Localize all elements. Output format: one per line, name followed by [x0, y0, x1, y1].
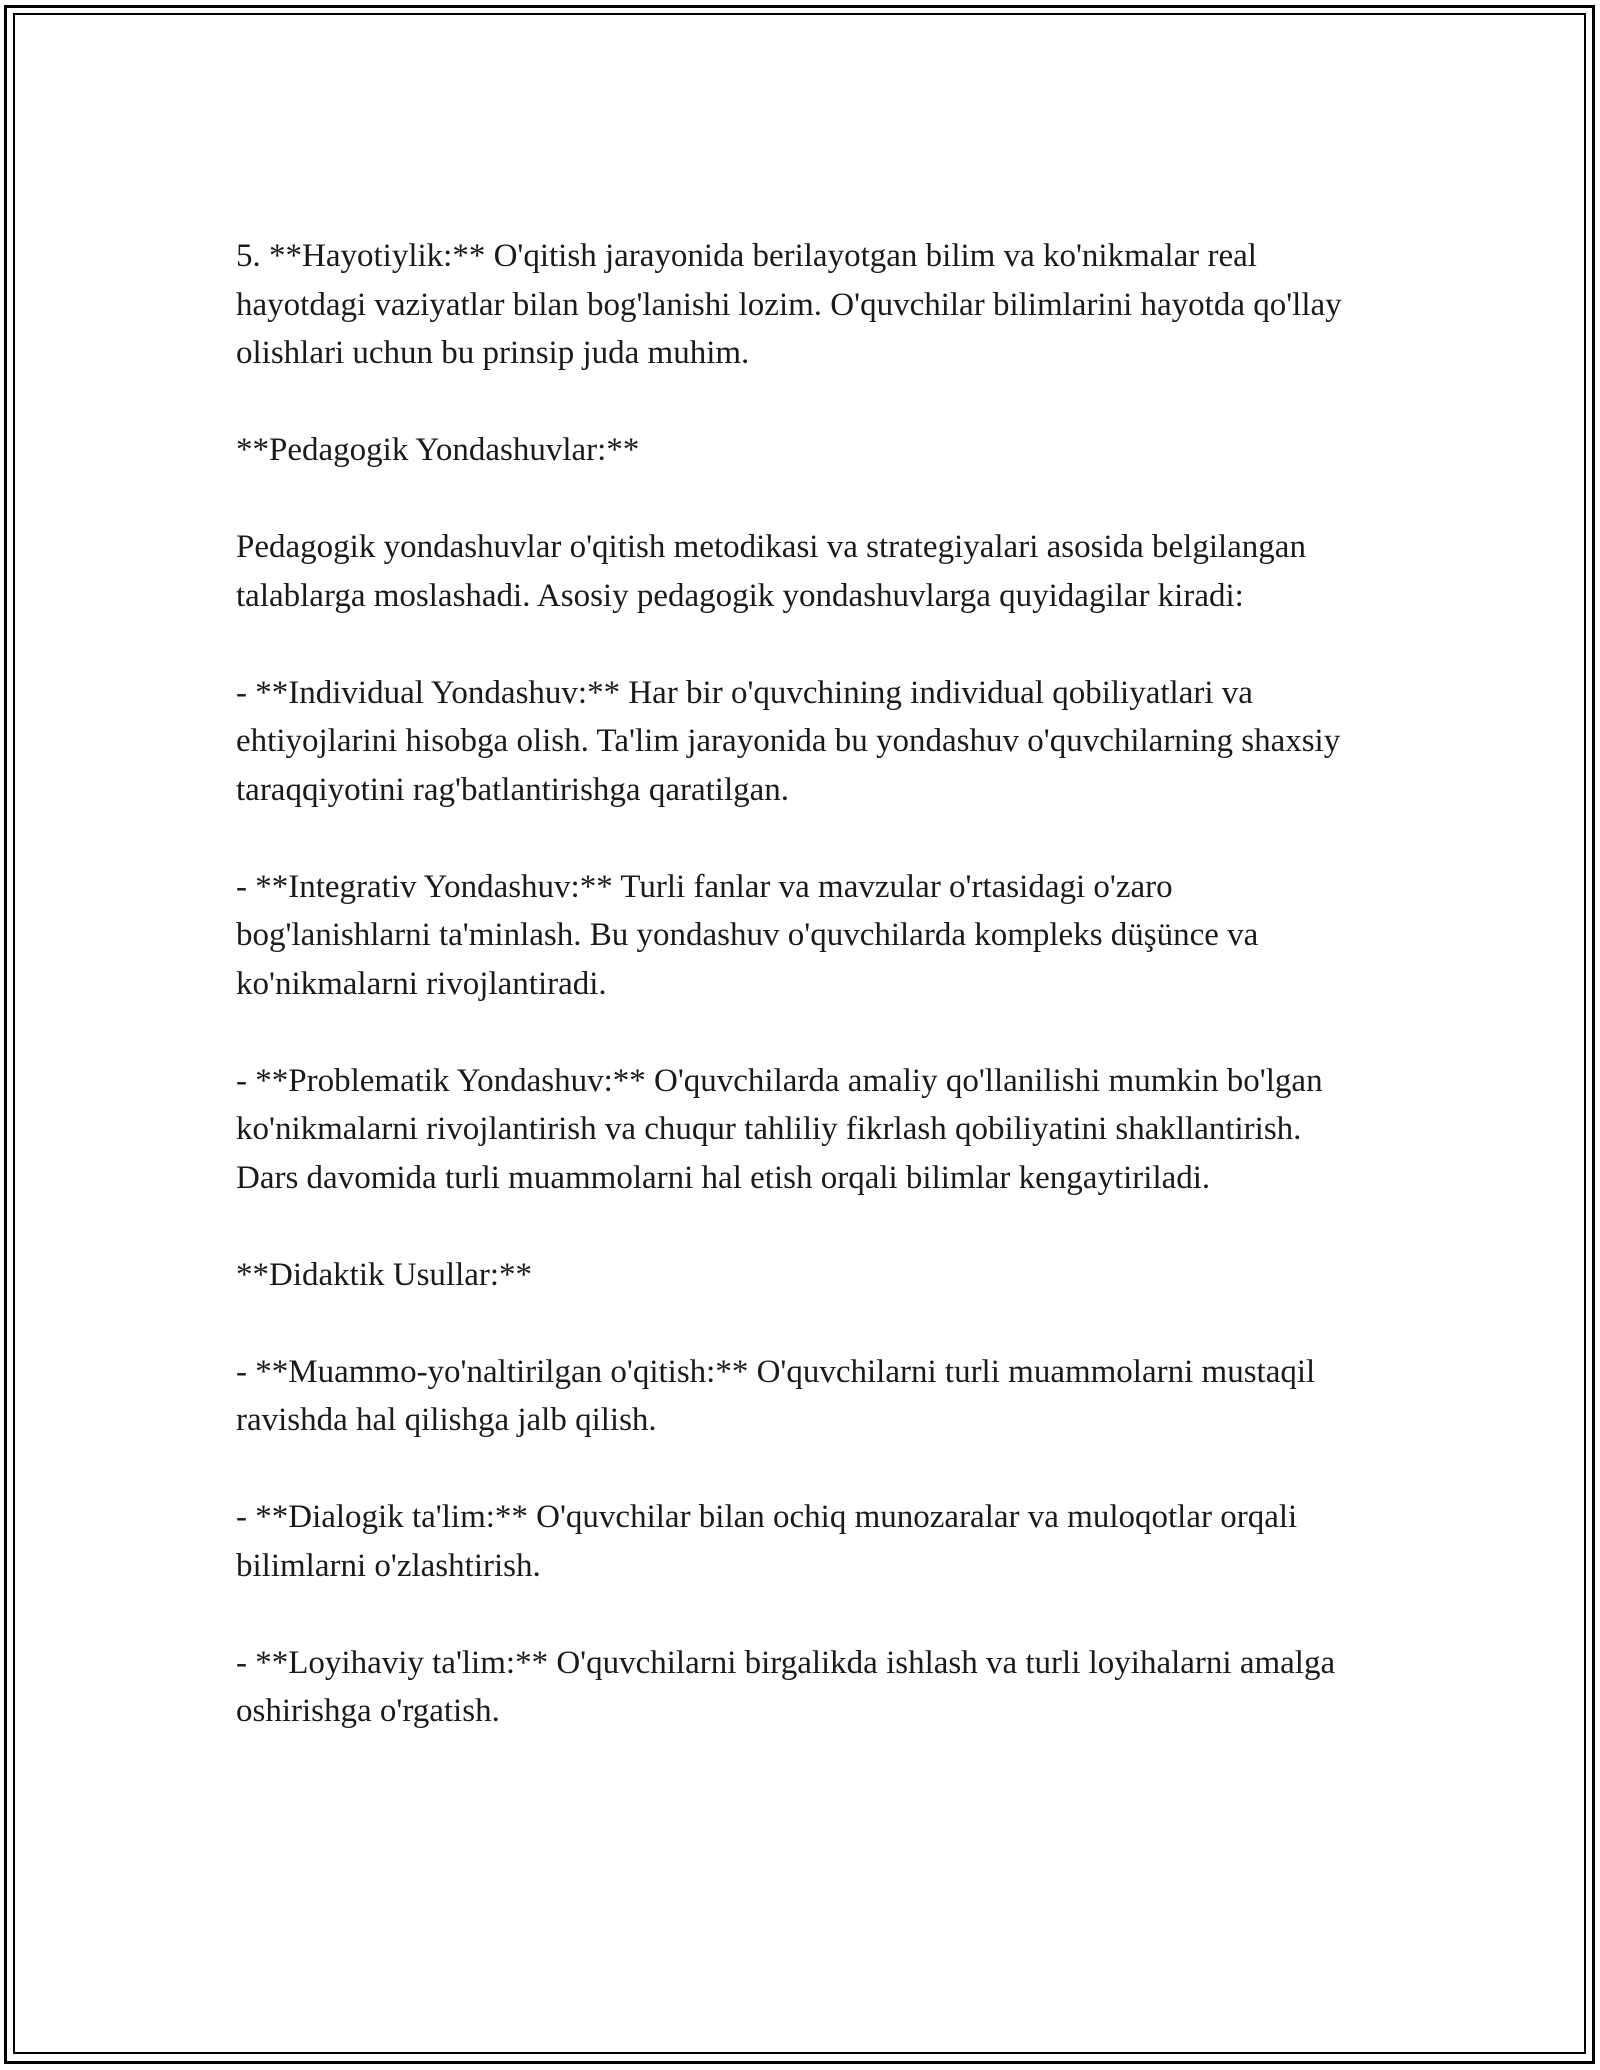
heading-pedagogik-yondashuvlar: **Pedagogik Yondashuvlar:** [236, 432, 640, 468]
list-item-integrativ-yondashuv: - **Integrativ Yondashuv:** Turli fanlar va mavzular o'rtasidagi o'zaro bog'lanishlarni ta'minlash. Bu yondashuv o'quvchilarda kompleks düşünce va ko'nikmalarni rivojlantiradi. [236, 868, 1259, 1002]
list-item-muammo-oqitish: - **Muammo-yo'naltirilgan o'qitish:** O'quvchilarni turli muammolarni mustaqil ravishda hal qilishga jalb qilish. [236, 1353, 1316, 1438]
list-item-dialogik-talim: - **Dialogik ta'lim:** O'quvchilar bilan ochiq munozaralar va muloqotlar orqali bilimlarni o'zlashtirish. [236, 1499, 1298, 1584]
paragraph-pedagogik-intro: Pedagogik yondashuvlar o'qitish metodikasi va strategiyalari asosida belgilangan talablarga moslashadi. Asosiy pedagogik yondashuvlarga quyidagilar kiradi: [236, 529, 1306, 614]
list-item-individual-yondashuv: - **Individual Yondashuv:** Har bir o'quvchining individual qobiliyatlari va ehtiyojlarini hisobga olish. Ta'lim jarayonida bu yondashuv o'quvchilarning shaxsiy taraqqiyotini rag'batlantirishga qaratilgan. [236, 674, 1341, 808]
document-body [236, 232, 1366, 1784]
list-item-problematik-yondashuv: - **Problematik Yondashuv:** O'quvchilarda amaliy qo'llanilishi mumkin bo'lgan ko'nikmalarni rivojlantirish va chuqur tahliliy fikrlash qobiliyatini shakllantirish. Dars davomida turli muammolarni hal etish orqali bilimlar kengaytiriladi. [236, 1062, 1323, 1196]
heading-didaktik-usullar: **Didaktik Usullar:** [236, 1256, 533, 1293]
list-item-loyihaviy-talim: - **Loyihaviy ta'lim:** O'quvchilarni birgalikda ishlash va turli loyihalarni amalga oshirishga o'rgatish. [236, 1644, 1336, 1729]
paragraph-hayotiylik: 5. **Hayotiylik:** O'qitish jarayonida berilayotgan bilim va ko'nikmalar real hayotdagi vaziyatlar bilan bog'lanishi lozim. O'quvchilar bilimlarini hayotda qo'llay olishlari uchun bu prinsip juda muhim. [236, 238, 1342, 371]
